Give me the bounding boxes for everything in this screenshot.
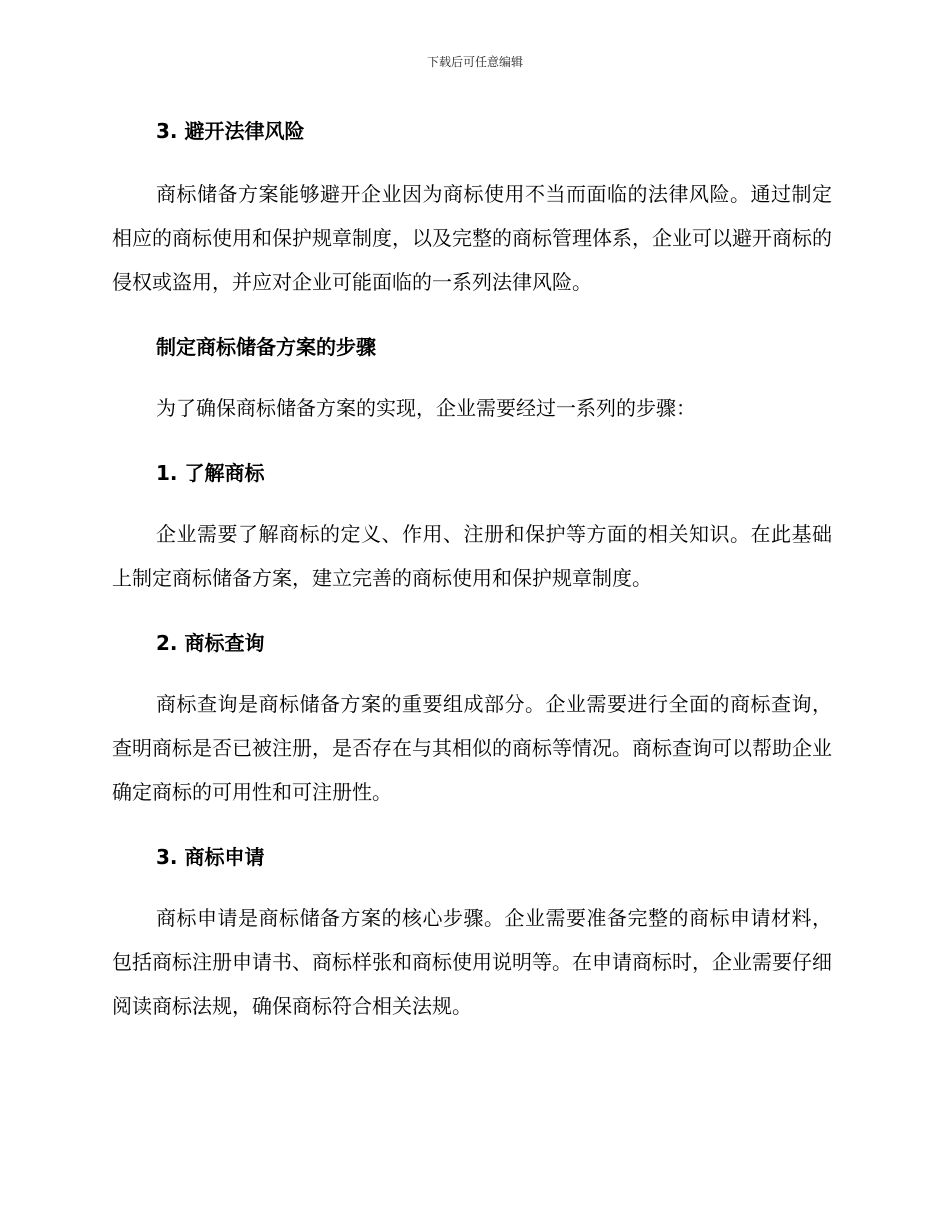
section-heading-legal-risk: 3. 避开法律风险 xyxy=(156,119,305,143)
document-body xyxy=(112,112,832,1028)
section-heading-understand-trademark: 1. 了解商标 xyxy=(156,461,265,485)
section-heading-trademark-search: 2. 商标查询 xyxy=(156,631,265,655)
section-paragraph-trademark-search: 商标查询是商标储备方案的重要组成部分。企业需要进行全面的商标查询，查明商标是否已被注册，是否存在与其相似的商标等情况。商标查询可以帮助企业确定商标的可用性和可注册性。 xyxy=(112,692,832,804)
section-heading-steps: 制定商标储备方案的步骤 xyxy=(156,335,376,359)
section-paragraph-steps: 为了确保商标储备方案的实现，企业需要经过一系列的步骤： xyxy=(156,396,696,420)
section-paragraph-legal-risk: 商标储备方案能够避开企业因为商标使用不当而面临的法律风险。通过制定相应的商标使用和保护规章制度，以及完整的商标管理体系，企业可以避开商标的侵权或盗用，并应对企业可能面临的一系列法律风险。 xyxy=(112,182,832,294)
section-paragraph-trademark-application: 商标申请是商标储备方案的核心步骤。企业需要准备完整的商标申请材料，包括商标注册申请书、商标样张和商标使用说明等。在申请商标时，企业需要仔细阅读商标法规，确保商标符合相关法规。 xyxy=(112,906,832,1018)
page-header: 下载后可任意编辑 xyxy=(426,55,523,69)
section-heading-trademark-application: 3. 商标申请 xyxy=(156,845,265,869)
section-paragraph-understand-trademark: 企业需要了解商标的定义、作用、注册和保护等方面的相关知识。在此基础上制定商标储备方案，建立完善的商标使用和保护规章制度。 xyxy=(112,522,832,590)
